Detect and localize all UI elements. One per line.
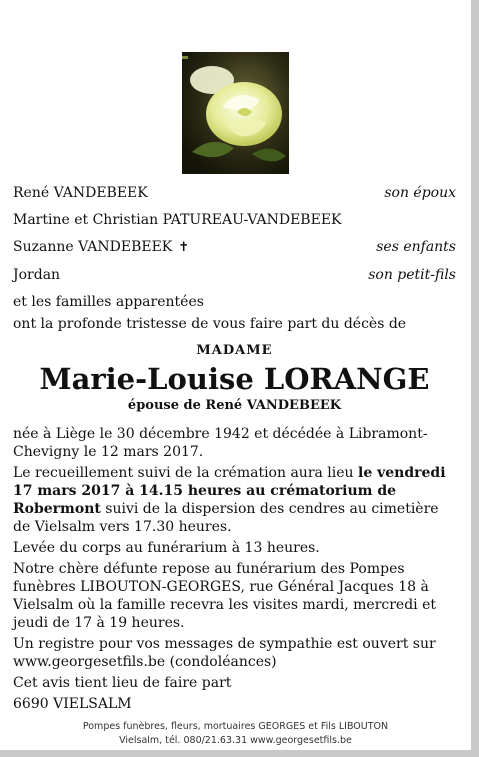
family-relation: ses enfants bbox=[376, 239, 456, 255]
family-member-name: Suzanne VANDEBEEK bbox=[13, 239, 173, 255]
cross-icon: ✝ bbox=[178, 240, 190, 255]
family-row-husband bbox=[13, 184, 456, 202]
footer-line-2: Vielsalm, tél. 080/21.63.31 www.georgesetfils.be bbox=[119, 735, 352, 746]
family-row-children-1 bbox=[13, 211, 456, 229]
obituary-text bbox=[13, 184, 456, 716]
deceased-name: Marie-Louise LORANGE bbox=[39, 362, 430, 396]
footer bbox=[0, 720, 471, 748]
footer-line-1: Pompes funèbres, fleurs, mortuaires GEORGES et Fils LIBOUTON bbox=[82, 721, 389, 732]
rose-image bbox=[182, 52, 289, 174]
deceased-title: MADAME bbox=[196, 343, 273, 358]
repose-paragraph: Notre chère défunte repose au funérarium des Pompes funèbres LIBOUTON-GEORGES, rue Général Jacques 18 à Vielsalm où la famille recevra les visites mardi, mercredi et jeudi de 17 à 19 heures. bbox=[13, 561, 437, 631]
avis-paragraph: Cet avis tient lieu de faire part bbox=[13, 675, 232, 691]
registre-paragraph: Un registre pour vos messages de sympathie est ouvert sur www.georgesetfils.be (condoléances) bbox=[13, 636, 436, 670]
ceremony-outro: suivi de la dispersion des cendres au cimetière de Vielsalm vers 17.30 heures. bbox=[13, 501, 439, 535]
levee-paragraph: Levée du corps au funérarium à 13 heures. bbox=[13, 540, 320, 556]
family-member-name-wrap bbox=[13, 238, 189, 257]
family-member-name: Jordan bbox=[13, 267, 61, 283]
ceremony-paragraph bbox=[13, 464, 456, 536]
family-member-name: René VANDEBEEK bbox=[13, 185, 148, 201]
relatives-line: et les familles apparentées bbox=[13, 294, 204, 310]
family-row-grandchild bbox=[13, 266, 456, 284]
family-relation: son époux bbox=[384, 185, 456, 201]
birth-death-paragraph: née à Liège le 30 décembre 1942 et décédée à Libramont-Chevigny le 12 mars 2017. bbox=[13, 426, 428, 460]
deceased-spouse: épouse de René VANDEBEEK bbox=[127, 398, 342, 413]
rose-photo bbox=[182, 52, 289, 174]
address-line: 6690 VIELSALM bbox=[13, 696, 132, 712]
family-row-children-2 bbox=[13, 238, 456, 257]
photo-mark bbox=[182, 56, 188, 59]
family-relation: son petit-fils bbox=[368, 267, 456, 283]
announcement-line: ont la profonde tristesse de vous faire part du décès de bbox=[13, 316, 407, 332]
family-member-name: Martine et Christian PATUREAU-VANDEBEEK bbox=[13, 212, 342, 228]
ceremony-intro: Le recueillement suivi de la crémation aura lieu bbox=[13, 465, 359, 481]
ceremony-details: le vendredi 17 mars 2017 à 14.15 heures au crématorium de Robermont bbox=[13, 465, 446, 517]
